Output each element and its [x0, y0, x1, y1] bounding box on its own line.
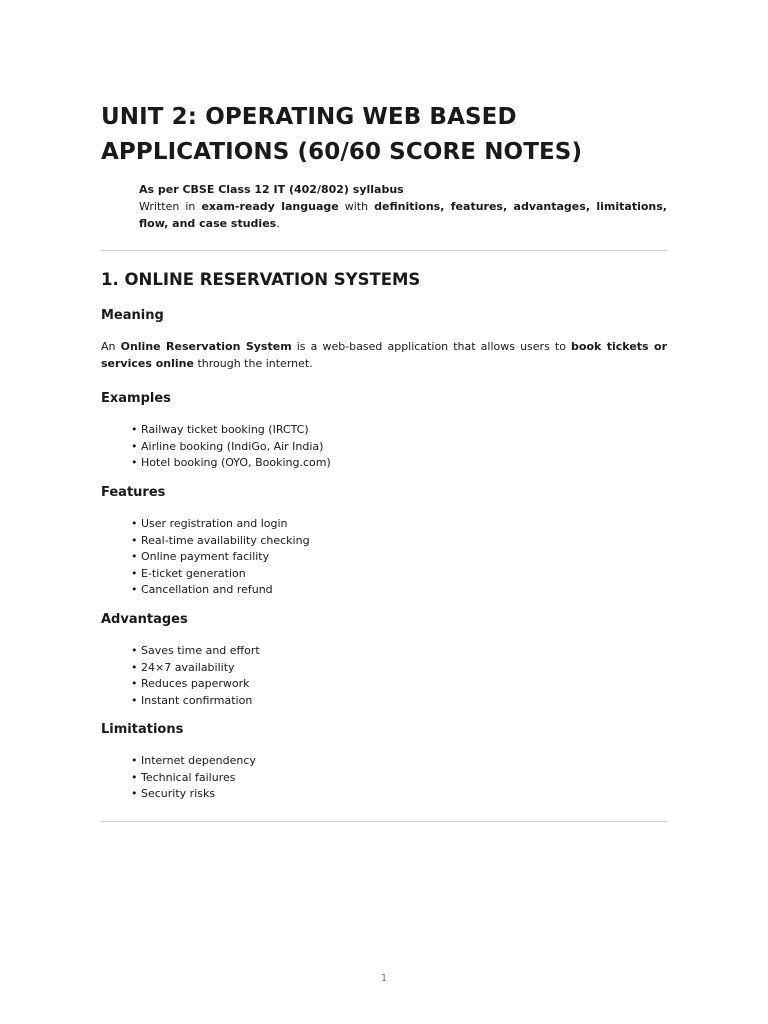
list-item: • Airline booking (IndiGo, Air India) [131, 439, 331, 456]
examples-heading: Examples [101, 391, 171, 406]
meaning-heading: Meaning [101, 308, 164, 323]
section-divider [101, 821, 667, 822]
page-number: 1 [380, 973, 388, 984]
intro-block [139, 181, 667, 232]
list-item: • Reduces paperwork [131, 676, 260, 693]
list-item: • Railway ticket booking (IRCTC) [131, 422, 331, 439]
advantages-heading: Advantages [101, 612, 188, 627]
list-item: • Technical failures [131, 770, 256, 787]
list-item: • Saves time and effort [131, 643, 260, 660]
list-item: • E-ticket generation [131, 566, 310, 583]
list-item: • 24×7 availability [131, 660, 260, 677]
meaning-paragraph: An Online Reservation System is a web-based application that allows users to book tickets or services online through the internet. [101, 340, 668, 370]
features-list [131, 516, 310, 599]
list-item: • Security risks [131, 786, 256, 803]
syllabus-note: As per CBSE Class 12 IT (402/802) syllabus [139, 183, 404, 196]
section-divider [101, 250, 667, 251]
limitations-heading: Limitations [101, 722, 184, 737]
list-item: • Internet dependency [131, 753, 256, 770]
list-item: • User registration and login [131, 516, 310, 533]
advantages-list [131, 643, 260, 709]
written-note: Written in exam-ready language with definitions, features, advantages, limitations, flow, and case studies. [139, 200, 667, 230]
list-item: • Hotel booking (OYO, Booking.com) [131, 455, 331, 472]
list-item: • Instant confirmation [131, 693, 260, 710]
features-heading: Features [101, 485, 166, 500]
list-item: • Real-time availability checking [131, 533, 310, 550]
section-heading: 1. ONLINE RESERVATION SYSTEMS [101, 270, 421, 289]
limitations-list [131, 753, 256, 803]
list-item: • Online payment facility [131, 549, 310, 566]
list-item: • Cancellation and refund [131, 582, 310, 599]
examples-list [131, 422, 331, 472]
page-title: UNIT 2: OPERATING WEB BASED APPLICATIONS (60/60 SCORE NOTES) [101, 104, 583, 165]
